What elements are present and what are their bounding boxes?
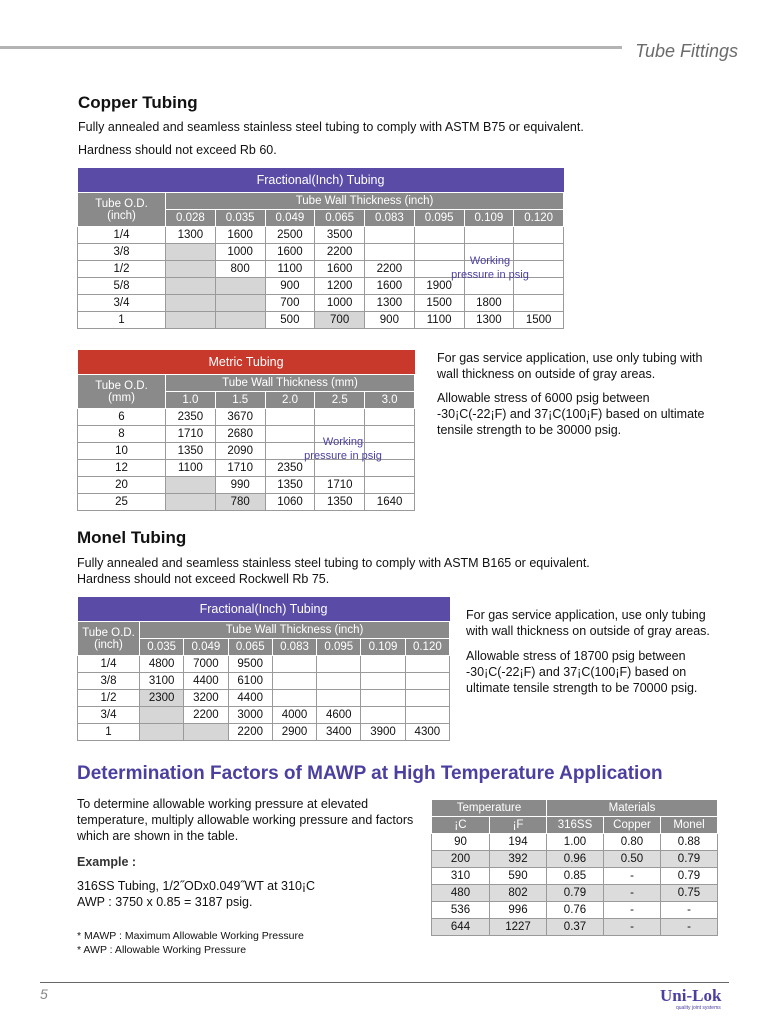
example-line-1: 316SS Tubing, 1/2˝ODx0.049˝WT at 310¡C <box>77 879 316 893</box>
table-cell: 1000 <box>215 244 265 261</box>
example-label: Example : <box>77 855 137 869</box>
table-cell <box>317 656 361 673</box>
table-cell: - <box>604 902 661 919</box>
table-cell: 4600 <box>317 707 361 724</box>
footnote-mawp: * MAWP : Maximum Allowable Working Pressure <box>77 930 304 942</box>
table-cell: 1710 <box>315 477 365 494</box>
table-cell: 2200 <box>365 261 415 278</box>
table-cell: 2680 <box>215 426 265 443</box>
column-header: 0.095 <box>414 210 464 227</box>
table-cell: 7000 <box>184 656 228 673</box>
row-label: 1/4 <box>78 227 166 244</box>
header-title: Tube Fittings <box>635 41 738 61</box>
column-header: 2.0 <box>265 392 315 409</box>
column-header: 0.049 <box>184 639 228 656</box>
copper-working-label: Working pressure in psig <box>451 255 529 281</box>
monel-spec: Fully annealed and seamless stainless steel tubing to comply with ASTM B165 or equivalent. <box>77 556 590 570</box>
table-cell <box>166 244 216 261</box>
table-cell: - <box>604 885 661 902</box>
table-cell: 900 <box>365 312 415 329</box>
wall-header: Tube Wall Thickness (mm) <box>166 375 415 392</box>
od-header: Tube O.D. (mm) <box>78 375 166 409</box>
table-cell: 194 <box>490 834 547 851</box>
table-cell <box>166 477 216 494</box>
table-row <box>78 409 415 426</box>
table-cell <box>414 227 464 244</box>
table-cell <box>265 409 315 426</box>
table-cell: 0.37 <box>547 919 604 936</box>
column-header: 0.083 <box>272 639 316 656</box>
table-cell: 1600 <box>215 227 265 244</box>
table-cell <box>405 707 449 724</box>
table-cell: 0.85 <box>547 868 604 885</box>
column-header: 0.120 <box>405 639 449 656</box>
od-header: Tube O.D. (inch) <box>78 193 166 227</box>
table-cell: 1100 <box>265 261 315 278</box>
column-header: 2.5 <box>315 392 365 409</box>
table-cell: 4400 <box>184 673 228 690</box>
table-cell: 2200 <box>184 707 228 724</box>
table-row <box>78 227 564 244</box>
table-cell <box>140 707 184 724</box>
table-row <box>78 295 564 312</box>
table-cell <box>365 477 415 494</box>
table-cell <box>365 227 415 244</box>
table-cell <box>365 409 415 426</box>
table-cell <box>166 278 216 295</box>
copper-spec: Fully annealed and seamless stainless steel tubing to comply with ASTM B75 or equivalent. <box>78 120 584 134</box>
row-label: 200 <box>432 851 490 868</box>
table-cell: 0.79 <box>661 868 718 885</box>
column-header: 0.120 <box>514 210 564 227</box>
table-cell <box>272 690 316 707</box>
table-cell: 996 <box>490 902 547 919</box>
row-label: 10 <box>78 443 166 460</box>
table-cell: 1300 <box>365 295 415 312</box>
row-label: 536 <box>432 902 490 919</box>
table-row <box>78 724 450 741</box>
table-cell: 800 <box>215 261 265 278</box>
mawp-intro: To determine allowable working pressure at elevated temperature, multiply allowable working pressure and factors which are shown in the table. <box>77 797 414 843</box>
table-row <box>432 834 718 851</box>
table-cell: 1350 <box>315 494 365 511</box>
wall-header: Tube Wall Thickness (inch) <box>166 193 564 210</box>
table-cell <box>215 295 265 312</box>
table-cell: 1640 <box>365 494 415 511</box>
row-label: 12 <box>78 460 166 477</box>
row-label: 20 <box>78 477 166 494</box>
table-cell: 990 <box>215 477 265 494</box>
mawp-title: Determination Factors of MAWP at High Temperature Application <box>77 763 663 784</box>
copper-title: Copper Tubing <box>78 93 198 112</box>
table-cell: 2300 <box>140 690 184 707</box>
table-cell: 9500 <box>228 656 272 673</box>
column-header: 316SS <box>547 817 604 834</box>
table-row <box>432 919 718 936</box>
row-label: 6 <box>78 409 166 426</box>
table-cell: 1600 <box>365 278 415 295</box>
row-label: 1/4 <box>78 656 140 673</box>
column-header: 0.109 <box>464 210 514 227</box>
table-cell <box>361 673 405 690</box>
table-cell: 0.88 <box>661 834 718 851</box>
column-header: ¡C <box>432 817 490 834</box>
column-header: 1.5 <box>215 392 265 409</box>
column-header: 1.0 <box>166 392 216 409</box>
table-cell: 1800 <box>464 295 514 312</box>
table-cell: 1600 <box>315 261 365 278</box>
monel-note-gas: For gas service application, use only tubing with wall thickness on outside of gray areas. <box>466 608 710 638</box>
table-cell <box>361 707 405 724</box>
row-label: 3/8 <box>78 673 140 690</box>
footnote-awp: * AWP : Allowable Working Pressure <box>77 944 247 956</box>
table-cell <box>317 673 361 690</box>
table-cell: 1300 <box>464 312 514 329</box>
table-cell: 1000 <box>315 295 365 312</box>
example-line-2: AWP : 3750 x 0.85 = 3187 psig. <box>77 895 253 909</box>
row-label: 5/8 <box>78 278 166 295</box>
table-row <box>432 885 718 902</box>
table-row <box>78 690 450 707</box>
table-cell <box>317 690 361 707</box>
table-cell: 2090 <box>215 443 265 460</box>
table-cell <box>514 227 564 244</box>
table-cell: 3000 <box>228 707 272 724</box>
column-header: 0.035 <box>140 639 184 656</box>
row-label: 310 <box>432 868 490 885</box>
table-cell: 2350 <box>166 409 216 426</box>
table-cell: 4400 <box>228 690 272 707</box>
table-cell <box>405 690 449 707</box>
table-row <box>78 656 450 673</box>
table-cell: 1600 <box>265 244 315 261</box>
table-row <box>432 902 718 919</box>
page-number: 5 <box>40 986 48 1002</box>
copper-table <box>77 168 564 329</box>
table-row <box>78 312 564 329</box>
table-cell <box>315 409 365 426</box>
row-label: 3/4 <box>78 295 166 312</box>
table-cell: 0.75 <box>661 885 718 902</box>
table-cell: 1100 <box>166 460 216 477</box>
row-label: 3/8 <box>78 244 166 261</box>
table-cell <box>166 494 216 511</box>
monel-title: Monel Tubing <box>77 528 187 547</box>
table-cell <box>166 312 216 329</box>
table-cell: 3900 <box>361 724 405 741</box>
table-cell: 0.79 <box>547 885 604 902</box>
table-cell: 700 <box>265 295 315 312</box>
row-label: 1 <box>78 724 140 741</box>
column-header: 0.065 <box>315 210 365 227</box>
column-header: 0.095 <box>317 639 361 656</box>
table-cell: 1100 <box>414 312 464 329</box>
table-cell: 6100 <box>228 673 272 690</box>
metric-working-label: Working pressure in psig <box>304 436 382 462</box>
table-row <box>78 477 415 494</box>
column-header: 3.0 <box>365 392 415 409</box>
table-cell <box>361 656 405 673</box>
table-cell: 0.76 <box>547 902 604 919</box>
table-row <box>78 494 415 511</box>
table-cell: 1710 <box>215 460 265 477</box>
table-cell <box>215 278 265 295</box>
row-label: 644 <box>432 919 490 936</box>
table-cell: 1350 <box>166 443 216 460</box>
row-label: 90 <box>432 834 490 851</box>
table-cell: 0.80 <box>604 834 661 851</box>
table-cell: 2500 <box>265 227 315 244</box>
column-header: Copper <box>604 817 661 834</box>
column-header: 0.109 <box>361 639 405 656</box>
table-cell <box>215 312 265 329</box>
table-cell <box>405 673 449 690</box>
table-cell: 802 <box>490 885 547 902</box>
table-cell: - <box>661 919 718 936</box>
table-row <box>78 707 450 724</box>
monel-table-caption: Fractional(Inch) Tubing <box>78 597 450 622</box>
table-cell: 3400 <box>317 724 361 741</box>
table-cell: 1500 <box>414 295 464 312</box>
od-header: Tube O.D. (inch) <box>78 622 140 656</box>
table-cell: 1200 <box>315 278 365 295</box>
table-cell: 900 <box>265 278 315 295</box>
table-cell: 2200 <box>315 244 365 261</box>
unilok-logo: Uni-Lok <box>660 986 722 1005</box>
table-cell <box>140 724 184 741</box>
row-label: 25 <box>78 494 166 511</box>
table-cell: 3200 <box>184 690 228 707</box>
monel-note-stress: Allowable stress of 18700 psig between -30¡C(-22¡F) and 37¡C(100¡F) based on ultimate tensile strength to be 70000 psig. <box>466 649 698 695</box>
table-cell: 500 <box>265 312 315 329</box>
table-cell: 0.96 <box>547 851 604 868</box>
column-header: 0.035 <box>215 210 265 227</box>
header-rule <box>0 46 622 49</box>
table-cell: 590 <box>490 868 547 885</box>
column-header: 0.083 <box>365 210 415 227</box>
table-cell: 2900 <box>272 724 316 741</box>
table-cell <box>166 295 216 312</box>
table-cell: 1227 <box>490 919 547 936</box>
table-cell: 1060 <box>265 494 315 511</box>
table-cell: 700 <box>315 312 365 329</box>
table-cell: 1900 <box>414 278 464 295</box>
table-cell: 1.00 <box>547 834 604 851</box>
monel-table <box>77 597 450 741</box>
metric-table <box>77 350 415 511</box>
table-cell: 1350 <box>265 477 315 494</box>
row-label: 8 <box>78 426 166 443</box>
column-header: 0.028 <box>166 210 216 227</box>
column-header: Monel <box>661 817 718 834</box>
table-row <box>432 868 718 885</box>
row-label: 1/2 <box>78 261 166 278</box>
column-header: 0.049 <box>265 210 315 227</box>
table-cell: 3100 <box>140 673 184 690</box>
table-cell <box>405 656 449 673</box>
table-cell <box>184 724 228 741</box>
row-label: 3/4 <box>78 707 140 724</box>
table-cell <box>365 244 415 261</box>
row-label: 1/2 <box>78 690 140 707</box>
table-cell: 4300 <box>405 724 449 741</box>
table-cell: 3500 <box>315 227 365 244</box>
table-cell: 0.79 <box>661 851 718 868</box>
table-cell: 4000 <box>272 707 316 724</box>
temperature-header: Temperature <box>432 800 547 817</box>
table-cell: 3670 <box>215 409 265 426</box>
table-cell <box>464 227 514 244</box>
table-cell <box>514 295 564 312</box>
column-header: ¡F <box>490 817 547 834</box>
table-cell: 780 <box>215 494 265 511</box>
table-cell: - <box>604 868 661 885</box>
table-cell: - <box>661 902 718 919</box>
table-cell: 1710 <box>166 426 216 443</box>
table-cell <box>361 690 405 707</box>
monel-hardness: Hardness should not exceed Rockwell Rb 75. <box>77 572 330 586</box>
table-row <box>432 851 718 868</box>
copper-hardness: Hardness should not exceed Rb 60. <box>78 143 277 157</box>
table-cell: 1500 <box>514 312 564 329</box>
logo-tagline: quality joint systems <box>676 1005 721 1011</box>
table-cell: 392 <box>490 851 547 868</box>
table-cell: 2200 <box>228 724 272 741</box>
row-label: 1 <box>78 312 166 329</box>
materials-header: Materials <box>547 800 718 817</box>
copper-table-caption: Fractional(Inch) Tubing <box>78 168 564 193</box>
footer-rule <box>40 982 729 983</box>
row-label: 480 <box>432 885 490 902</box>
table-cell: - <box>604 919 661 936</box>
table-cell: 0.50 <box>604 851 661 868</box>
table-cell <box>272 656 316 673</box>
table-row <box>78 673 450 690</box>
table-cell: 2350 <box>265 460 315 477</box>
mawp-factor-table <box>431 799 718 936</box>
wall-header: Tube Wall Thickness (inch) <box>140 622 450 639</box>
table-cell: 1300 <box>166 227 216 244</box>
table-cell <box>166 261 216 278</box>
metric-note-stress: Allowable stress of 6000 psig between -30¡C(-22¡F) and 37¡C(100¡F) based on ultimate tensile strength to be 30000 psig. <box>437 391 705 437</box>
metric-note-gas: For gas service application, use only tubing with wall thickness on outside of gray areas. <box>437 351 703 381</box>
column-header: 0.065 <box>228 639 272 656</box>
table-cell: 4800 <box>140 656 184 673</box>
table-cell <box>272 673 316 690</box>
metric-table-caption: Metric Tubing <box>78 350 415 375</box>
